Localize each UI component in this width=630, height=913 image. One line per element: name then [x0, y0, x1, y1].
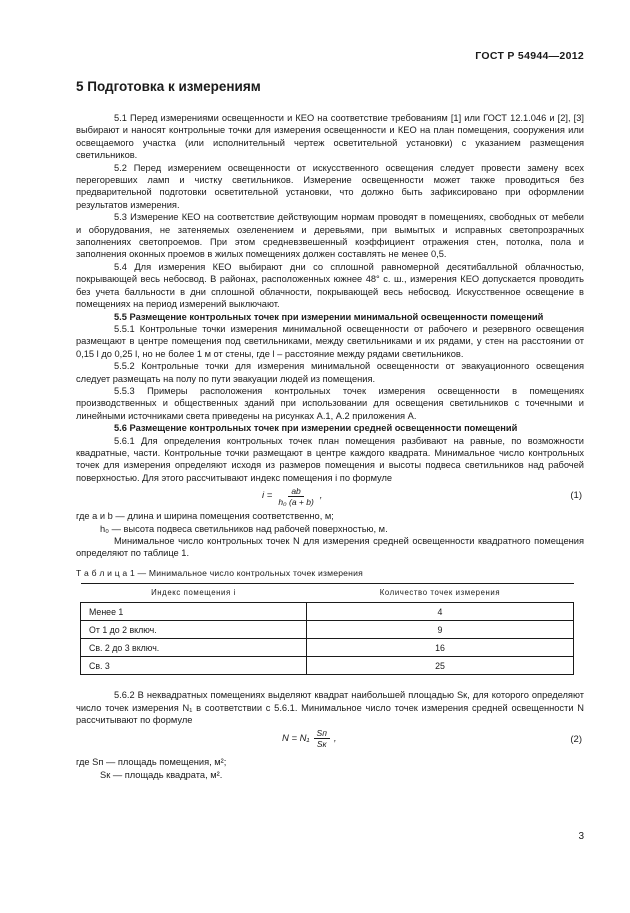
- page-number: 3: [578, 831, 584, 842]
- table-header-count: Количество точек измерения: [307, 584, 574, 603]
- heading-5-5: 5.5 Размещение контрольных точек при измерении минимальной освещенности помещений: [114, 311, 544, 322]
- formula-1-fraction: [276, 486, 315, 507]
- formula-1-numerator: ab: [288, 486, 303, 497]
- paragraph-5-5-2: 5.5.2 Контрольные точки для измерения минимальной освещенности от эвакуационного освещения следует размещать на полу по пути эвакуации людей из помещения.: [76, 361, 584, 384]
- paragraph-5-4: 5.4 Для измерения КЕО выбирают дни со сплошной равномерной десятибалльной облачностью, покрывающей весь небосвод. В районах, расположенных южнее 48° с. ш., измерения КЕО допускается проводить без учета балльности в дни сплошной облачности, покрывающей весь небосвод. Искусственное освещение в помещениях на период измерений выключают.: [76, 261, 584, 310]
- where-2-a: где Sп — площадь помещения, м²;: [76, 757, 227, 768]
- table-cell-count: 9: [307, 621, 574, 639]
- paragraph-5-2: 5.2 Перед измерением освещенности от искусственного освещения следует провести замену всех перегоревших ламп и чистку светильников. Измерение освещенности может также проводиться без предварительной подготовки осветительной установки, что должно быть зафиксировано при оформлении результатов измерения.: [76, 162, 584, 210]
- where-1-a: где a и b — длина и ширина помещения соответственно, м;: [76, 511, 334, 522]
- formula-1: [76, 484, 584, 510]
- standard-designation: ГОСТ Р 54944—2012: [475, 50, 584, 62]
- table-cell-index: Св. 2 до 3 включ.: [81, 639, 307, 657]
- where-2-b: Sк — площадь квадрата, м².: [100, 769, 223, 780]
- paragraph-5-1: 5.1 Перед измерениями освещенности и КЕО на соответствие требованиям [1] или ГОСТ 12.1.046 и [2], [3] выбирают и наносят контрольные точки для измерения освещенности и КЕО на план помещения, сооружения или освещаемого участка (или исполнительный чертеж осветительной установки) с указанием размещения светильников.: [76, 113, 584, 161]
- formula-2-tail: ,: [333, 732, 337, 744]
- heading-5-6: 5.6 Размещение контрольных точек при измерении средней освещенности помещений: [114, 423, 518, 434]
- formula-2-denominator: Sк: [316, 739, 327, 750]
- table-cell-count: 16: [307, 639, 574, 657]
- table-row: [81, 603, 574, 621]
- paragraph-5-5-1: 5.5.1 Контрольные точки измерения минимальной освещенности от рабочего и резервного освещения размещают в центре помещения под светильниками, между светильниками и их рядами, у стен на расстоянии от 0,15 l до 0,25 l, но не более 1 м от стены, где l – расстояние между рядами светильников.: [76, 323, 584, 359]
- table-cell-index: Менее 1: [81, 603, 307, 621]
- paragraph-min-points: Минимальное число контрольных точек N для измерения средней освещенности квадратного помещения определяют по таблице 1.: [76, 536, 584, 559]
- formula-1-lhs: i =: [262, 490, 273, 502]
- table-row: [81, 657, 574, 675]
- section-title: 5 Подготовка к измерениям: [76, 79, 261, 94]
- paragraph-5-3: 5.3 Измерение КЕО на соответствие действующим нормам проводят в помещениях, свободных от мебели и оборудования, не затеняемых озеленением и деревьями, при вымытых и исправных светопрозрачных заполнениях светопроемов. При этом средневзвешенный коэффициент отражения стен, потолка, пола и заполнения оконных проемов в жилых помещениях должен составлять не менее 0,5.: [76, 212, 584, 260]
- table-cell-count: 25: [307, 657, 574, 675]
- formula-2-numerator: Sп: [314, 728, 330, 739]
- formula-2-number: (2): [570, 734, 582, 746]
- formula-2-lhs: N = N₁: [282, 732, 310, 744]
- table-1: [80, 583, 574, 675]
- table-row: [81, 639, 574, 657]
- table-cell-count: 4: [307, 603, 574, 621]
- table-1-caption: Т а б л и ц а 1 — Минимальное число контрольных точек измерения: [76, 567, 363, 578]
- formula-1-number: (1): [570, 490, 582, 502]
- formula-2-fraction: [314, 728, 330, 749]
- formula-1-tail: ,: [319, 490, 323, 502]
- formula-2: [76, 726, 584, 756]
- formula-1-denominator: h₀ (a + b): [278, 497, 314, 508]
- paragraph-5-5-3: 5.5.3 Примеры расположения контрольных точек измерения освещенности в помещениях производственных и общественных зданий при использовании для освещения светильников с точечными и линейными источниками света приведены на рисунках А.1, А.2 приложения А.: [76, 385, 584, 421]
- document-body: [76, 112, 584, 781]
- paragraph-5-6-2: 5.6.2 В неквадратных помещениях выделяют квадрат наибольшей площадью Sк, для которого определяют число точек измерения N₁ в соответствии с 5.6.1. Минимальное число точек измерения средней освещенности N рассчитывают по формуле: [76, 690, 584, 726]
- table-cell-index: Св. 3: [81, 657, 307, 675]
- table-cell-index: От 1 до 2 включ.: [81, 621, 307, 639]
- table-header-index: Индекс помещения i: [81, 584, 307, 603]
- where-1-b: h₀ — высота подвеса светильников над рабочей поверхностью, м.: [100, 523, 388, 534]
- paragraph-5-6-1: 5.6.1 Для определения контрольных точек план помещения разбивают на равные, по возможности квадратные, части. Контрольные точки размещают в центре каждого квадрата. Минимальное число контрольных точек для измерения определяют исходя из размеров помещения и высоты подвеса светильников над рабочей поверхностью. Для этого рассчитывают индекс помещения i по формуле: [76, 435, 584, 483]
- table-row: [81, 621, 574, 639]
